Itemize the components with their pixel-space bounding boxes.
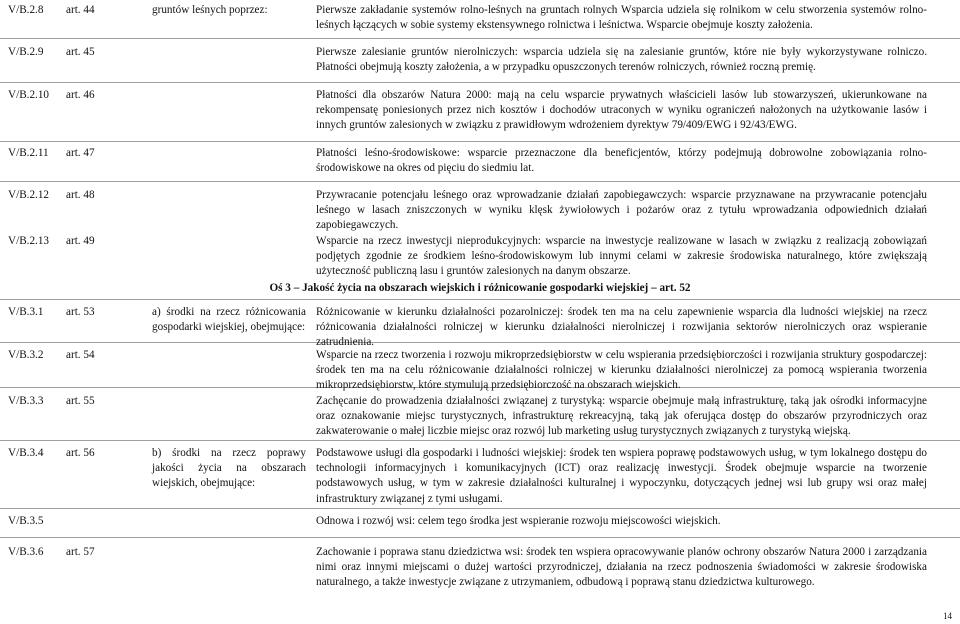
measure-description: Płatności dla obszarów Natura 2000: mają na celu wsparcie prywatnych właścicieli lasów lub stowarzyszeń, ukierunkowane na rekompensatę poniesionych przez nich kosztów i dochodów utraconych w wyniku ograniczeń nałożonych na użytkowanie lasów i innych gruntów zalesionych w związku z prawidłowym wdrożeniem dyrektyw 79/409/EWG i 92/43/EWG. bbox=[316, 89, 927, 132]
article-ref: art. 46 bbox=[66, 89, 95, 101]
measure-code: V/B.2.10 bbox=[8, 89, 50, 101]
measure-code: V/B.2.9 bbox=[8, 46, 44, 58]
measure-description: Płatności leśno-środowiskowe: wsparcie przeznaczone dla beneficjentów, którzy podejmują dobrowolne zobowiązania rolno-środowiskowe na okres od pięciu do siedmiu lat. bbox=[316, 147, 927, 175]
measure-description: Różnicowanie w kierunku działalności pozarolniczej: środek ten ma na celu zapewnienie wsparcia dla ludności wiejskiej na rzecz różnicowania działalności rolniczej w kierunku działalności nierolniczej i rozwijania sektorów nierolniczych oraz wspieranie zatrudnienia. bbox=[316, 306, 927, 349]
measure-description: Zachowanie i poprawa stanu dziedzictwa wsi: środek ten wspiera opracowywanie planów ochrony obszarów Natura 2000 i zarządzania nimi oraz innymi miejscami o dużej wartości przyrodniczej, działania na rzecz podnoszenia świadomości w zakresie środowiska naturalnego, a także inwestycje związane z utrzymaniem, odbudową i poprawą stanu dziedzictwa kulturowego. bbox=[316, 546, 927, 589]
row-divider bbox=[0, 181, 960, 182]
article-ref: art. 57 bbox=[66, 546, 95, 558]
article-ref: art. 48 bbox=[66, 189, 95, 201]
row-divider bbox=[0, 38, 960, 39]
row-divider bbox=[0, 440, 960, 441]
axis-section-header: Oś 3 – Jakość życia na obszarach wiejskich i różnicowanie gospodarki wiejskiej – art. 52 bbox=[269, 282, 691, 294]
article-ref: art. 49 bbox=[66, 235, 95, 247]
measure-code: V/B.2.11 bbox=[8, 147, 49, 159]
article-ref: art. 56 bbox=[66, 447, 95, 459]
row-divider bbox=[0, 508, 960, 509]
measure-code: V/B.2.13 bbox=[8, 235, 50, 247]
measure-description: Pierwsze zalesianie gruntów nierolniczych: wsparcia udziela się na zalesianie gruntów, które nie były wykorzystywane rolniczo. Płatności obejmują koszty założenia, a w przypadku opuszczonych terenów rolniczych, również roczną premię. bbox=[316, 46, 927, 74]
article-ref: art. 54 bbox=[66, 349, 95, 361]
measure-code: V/B.3.4 bbox=[8, 447, 44, 459]
measure-code: V/B.3.5 bbox=[8, 515, 44, 527]
article-ref: art. 45 bbox=[66, 46, 95, 58]
measure-description: Wsparcie na rzecz inwestycji nieprodukcyjnych: wsparcie na inwestycje realizowane w lasach w związku z realizacją zobowiązań podjętych zgodnie ze środkiem leśno-środowiskowym lub innymi celami w zakresie środowiska naturalnego, które zwiększają użyteczność publiczną lasu i gruntów zalesionych na danym obszarze. bbox=[316, 235, 927, 278]
measure-group: a) środki na rzecz różnicowania gospodarki wiejskiej, obejmujące: bbox=[152, 306, 306, 334]
measure-code: V/B.2.8 bbox=[8, 4, 44, 16]
article-ref: art. 53 bbox=[66, 306, 95, 318]
article-ref: art. 47 bbox=[66, 147, 95, 159]
measure-description: Odnowa i rozwój wsi: celem tego środka jest wspieranie rozwoju miejscowości wiejskich. bbox=[316, 515, 721, 527]
row-divider bbox=[0, 299, 960, 300]
page-number: 14 bbox=[943, 611, 952, 621]
measure-code: V/B.3.1 bbox=[8, 306, 44, 318]
article-ref: art. 44 bbox=[66, 4, 95, 16]
measure-code: V/B.3.2 bbox=[8, 349, 44, 361]
measure-group: b) środki na rzecz poprawy jakości życia na obszarach wiejskich, obejmujące: bbox=[152, 447, 306, 490]
measure-description: Przywracanie potencjału leśnego oraz wprowadzanie działań zapobiegawczych: wsparcie przyznawane na przywracanie potencjału leśnego w lasach zniszczonych w wyniku klęsk żywiołowych i pożarów oraz z tytułu wprowadzania odpowiednich działań zapobiegawczych. bbox=[316, 189, 927, 232]
article-ref: art. 55 bbox=[66, 395, 95, 407]
measure-group: gruntów leśnych poprzez: bbox=[152, 4, 268, 16]
measure-description: Zachęcanie do prowadzenia działalności związanej z turystyką: wsparcie obejmuje małą infrastrukturę, taką jak ośrodki informacyjne oraz oznakowanie miejsc turystycznych, infrastrukturę rekreacyjną, taką jak oferująca dostęp do obszarów przyrodniczych oraz zakwaterowanie o małej liczbie miejsc oraz rozwój lub marketing usług turystycznych związanych z turystyką wiejską. bbox=[316, 395, 927, 438]
row-divider bbox=[0, 82, 960, 83]
row-divider bbox=[0, 141, 960, 142]
measure-description: Pierwsze zakładanie systemów rolno-leśnych na gruntach rolnych Wsparcia udziela się rolnikom w celu stworzenia systemów rolno-leśnych łączących w sobie systemy ekstensywnego rolnictwa i leśnictwa. Wsparcie obejmuje koszty założenia. bbox=[316, 4, 927, 32]
row-divider bbox=[0, 537, 960, 538]
measure-code: V/B.3.6 bbox=[8, 546, 44, 558]
measure-code: V/B.2.12 bbox=[8, 189, 50, 201]
measure-description: Wsparcie na rzecz tworzenia i rozwoju mikroprzedsiębiorstw w celu wspierania przedsiębiorczości i rozwijania struktury gospodarczej: środek ten ma na celu różnicowanie działalności rolniczej w kierunku działalności nierolniczej za pomocą wspierania tworzenia mikroprzedsiębiorstw, które stymulują przedsiębiorczość na obszarach wiejskich. bbox=[316, 349, 927, 392]
measure-description: Podstawowe usługi dla gospodarki i ludności wiejskiej: środek ten wspiera poprawę podstawowych usług, w tym lokalnego dostępu do technologii informacyjnych i komunikacyjnych (ICT) oraz realizację inwestycji. Środek obejmuje wsparcie na tworzenie podstawowych usług, w tym w zakresie działalności kulturalnej i wypoczynku, dotyczących jednej wsi lub grupy wsi oraz małej infrastruktury związanej z tymi usługami. bbox=[316, 447, 927, 505]
measure-code: V/B.3.3 bbox=[8, 395, 44, 407]
